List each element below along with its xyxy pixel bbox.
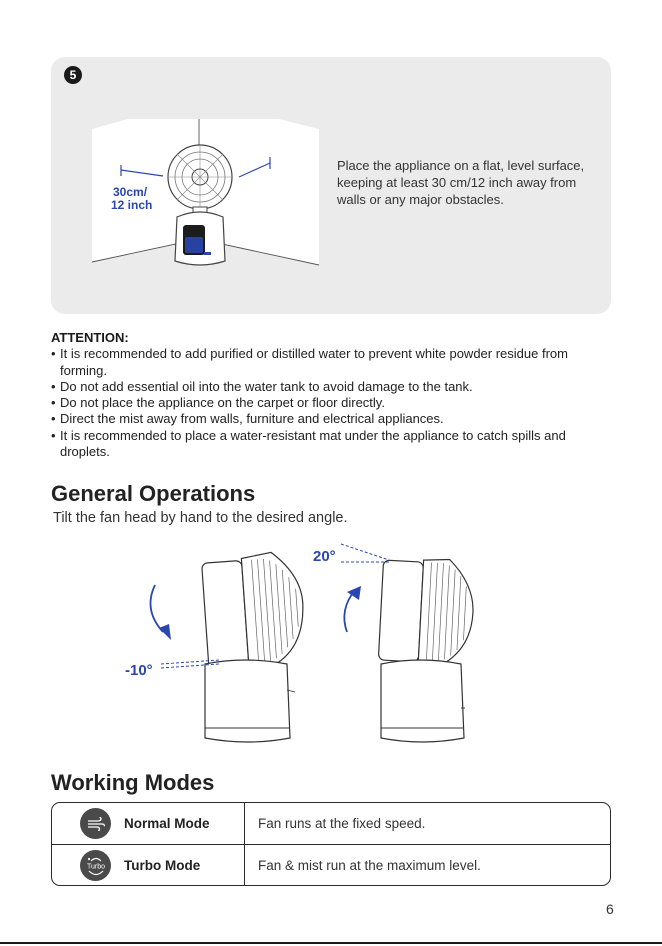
attention-item: • It is recommended to add purified or distilled water to prevent white powder residue from forming. [51, 346, 611, 379]
turbo-icon-text: Turbo [86, 863, 105, 870]
distance-label: 30cm/ [113, 185, 148, 199]
mode-row-normal [52, 803, 610, 844]
step-number-badge: 5 [64, 66, 82, 84]
footer-rule [0, 942, 662, 944]
placement-instruction: Place the appliance on a flat, level surface, keeping at least 30 cm/12 inch away from walls or any major obstacles. [337, 158, 585, 207]
general-operations-title: General Operations [51, 481, 256, 506]
mode-row-turbo [52, 844, 610, 886]
step-panel [51, 57, 611, 314]
page-number: 6 [606, 901, 614, 917]
mode-name: Turbo Mode [124, 858, 201, 873]
distance-label-unit: 12 inch [111, 198, 153, 212]
column-divider [244, 803, 245, 844]
mode-name: Normal Mode [124, 816, 210, 831]
fan-tilted-up [378, 556, 475, 665]
fan-tilted-down [201, 550, 307, 668]
attention-item: • Direct the mist away from walls, furniture and electrical appliances. [51, 411, 611, 427]
mode-description: Fan runs at the fixed speed. [258, 816, 426, 831]
attention-title: ATTENTION: [51, 330, 129, 345]
tilt-down-label: -10° [125, 662, 153, 679]
wind-icon [80, 808, 111, 839]
tilt-illustration [115, 540, 475, 752]
attention-item: • It is recommended to place a water-resistant mat under the appliance to catch spills and droplets. [51, 428, 611, 461]
attention-list [51, 346, 611, 460]
arrow-down-icon [159, 624, 171, 640]
mode-description: Fan & mist run at the maximum level. [258, 858, 481, 873]
working-modes-title: Working Modes [51, 770, 215, 795]
column-divider [244, 845, 245, 886]
tilt-up-label: 20° [313, 548, 336, 565]
general-operations-subtitle: Tilt the fan head by hand to the desired angle. [53, 510, 348, 526]
attention-section [51, 330, 611, 460]
attention-item: • Do not place the appliance on the carpet or floor directly. [51, 395, 611, 411]
modes-table [51, 802, 611, 886]
attention-item: • Do not add essential oil into the water tank to avoid damage to the tank. [51, 379, 611, 395]
turbo-icon [80, 850, 111, 881]
placement-illustration [89, 119, 321, 269]
